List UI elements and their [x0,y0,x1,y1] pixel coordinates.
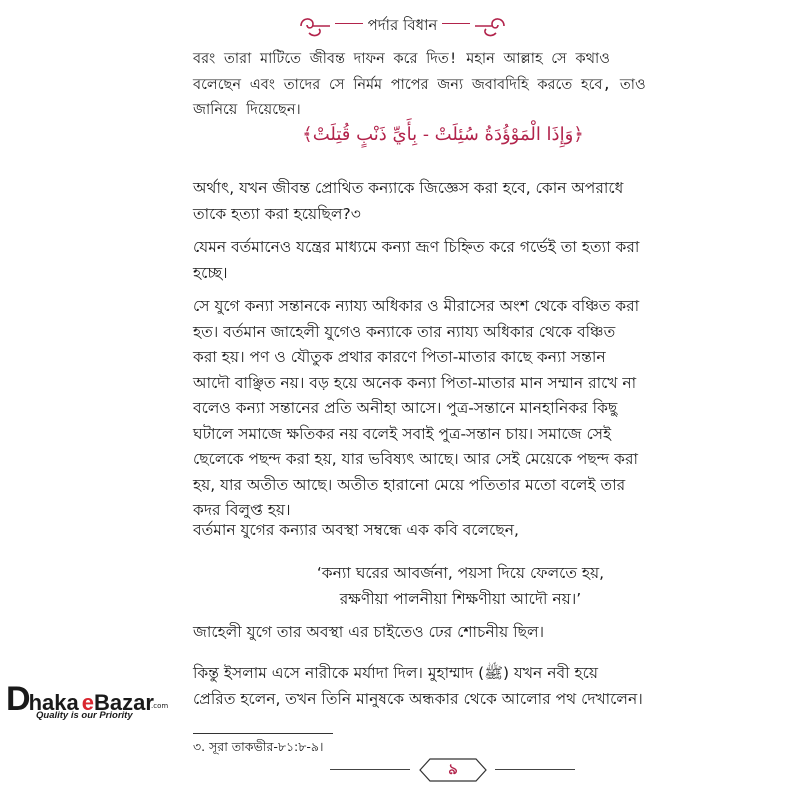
logo-tagline: Quality is our Priority [36,710,133,721]
logo-haka: haka [28,690,79,715]
logo-d: D [6,680,29,718]
arabic-verse: ﴿وَإِذَا الْمَوْؤُدَةُ سُئِلَتْ - بِأَيِّ ذَنْبٍ قُتِلَتْ﴾ [302,124,584,145]
verse-line: রক্ষণীয়া পালনীয়া শিক্ষণীয়া আদৌ নয়।’ [339,590,582,608]
paragraph-4 [193,294,728,524]
ornament-left-icon [297,11,331,41]
footnote-divider [193,733,333,734]
page-number: ৯ [448,760,458,778]
paragraph-2 [193,176,728,227]
paragraph-6 [193,620,728,646]
text-line: তাকে হত্যা করা হয়েছিল?৩ [193,204,361,223]
text-line: সে যুগে কন্যা সন্তানকে ন্যায্য অধিকার ও মীরাসের অংশ থেকে বঞ্চিত করা [193,297,640,315]
footer-rule-right [495,769,575,770]
text-line: ছেলেকে পছন্দ করা হয়, যার ভবিষ্যৎ আছে। আর সেই মেয়েকে পছন্দ করা [193,450,639,468]
text-line: বর্তমান যুগের কন্যার অবস্থা সম্বন্ধে এক কবি বলেছেন, [193,521,519,539]
text-line: জানিয়ে দিয়েছেন। [193,102,301,118]
dhakaebazar-logo [6,680,186,735]
text-line: ঘটালে সমাজে ক্ষতিকর নয় বলেই সবাই পুত্র-সন্তান চায়। সমাজে সেই [193,424,612,443]
ornament-right-icon [474,11,508,41]
text-line: হত। বর্তমান জাহেলী যুগেও কন্যাকে তার ন্যায্য অধিকার থেকে বঞ্চিত [193,322,616,341]
header-rule-right [442,23,470,24]
paragraph-1 [193,47,728,124]
page-header [295,10,510,44]
text-line: জাহেলী যুগে তার অবস্থা এর চাইতেও ঢের শোচনীয় ছিল। [193,623,545,641]
text-line: করা হয়। পণ ও যৌতুক প্রথার কারণে পিতা-মাতার কাছে কন্যা সন্তান [193,348,606,366]
text-line: কিন্তু ইসলাম এসে নারীকে মর্যাদা দিল। মুহাম্মাদ (ﷺ) যখন নবী হয়ে [193,664,598,682]
text-line: অর্থাৎ, যখন জীবন্ত প্রোথিত কন্যাকে জিজ্ঞেস করা হবে, কোন অপরাধে [193,179,624,197]
page-footer [330,755,575,785]
footer-rule-left [330,769,410,770]
text-line: বলেও কন্যা সন্তানের প্রতি অনীহা আসে। পুত্র-সন্তানে মানহানিকর কিছু [193,399,618,417]
text-line: আদৌ বাঞ্ছিত নয়। বড় হয়ে অনেক কন্যা পিতা-মাতার মান সম্মান রাখে না [193,373,637,392]
verse-line: ‘কন্যা ঘরের আবর্জনা, পয়সা দিয়ে ফেলতে হয়, [316,564,605,582]
text-line: হয়, যার অতীত আছে। অতীত হারানো মেয়ে পতিতার মতো বলেই তার [193,475,626,494]
logo-bazar: Bazar [93,690,154,715]
logo-e: e [81,690,94,715]
text-line: প্রেরিত হলেন, তখন তিনি মানুষকে অন্ধকার থেকে আলোর পথ দেখালেন। [193,689,643,708]
poem-verse [193,560,728,612]
text-line: কদর বিলুপ্ত হয়। [193,501,291,519]
footnote: ৩. সূরা তাকভীর-৮১:৮-৯। [193,739,324,754]
text-line: বরং তারা মাটিতে জীবন্ত দাফন করে দিত! মহান আল্লাহ সে কথাও [193,51,610,67]
text-line: হচ্ছে। [193,263,228,282]
paragraph-3 [193,235,728,286]
paragraph-5 [193,518,728,544]
text-line: বলেছেন এবং তাদের সে নির্মম পাপের জন্য জবাবদিহি করতে হবে, তাও [193,76,646,93]
text-line: যেমন বর্তমানেও যন্ত্রের মাধ্যমে কন্যা ভ্রূণ চিহ্নিত করে গর্ভেই তা হত্যা করা [193,238,640,256]
paragraph-7 [193,661,728,712]
page-title: পর্দার বিধান [367,16,438,34]
logo-domain: .com [151,702,169,710]
